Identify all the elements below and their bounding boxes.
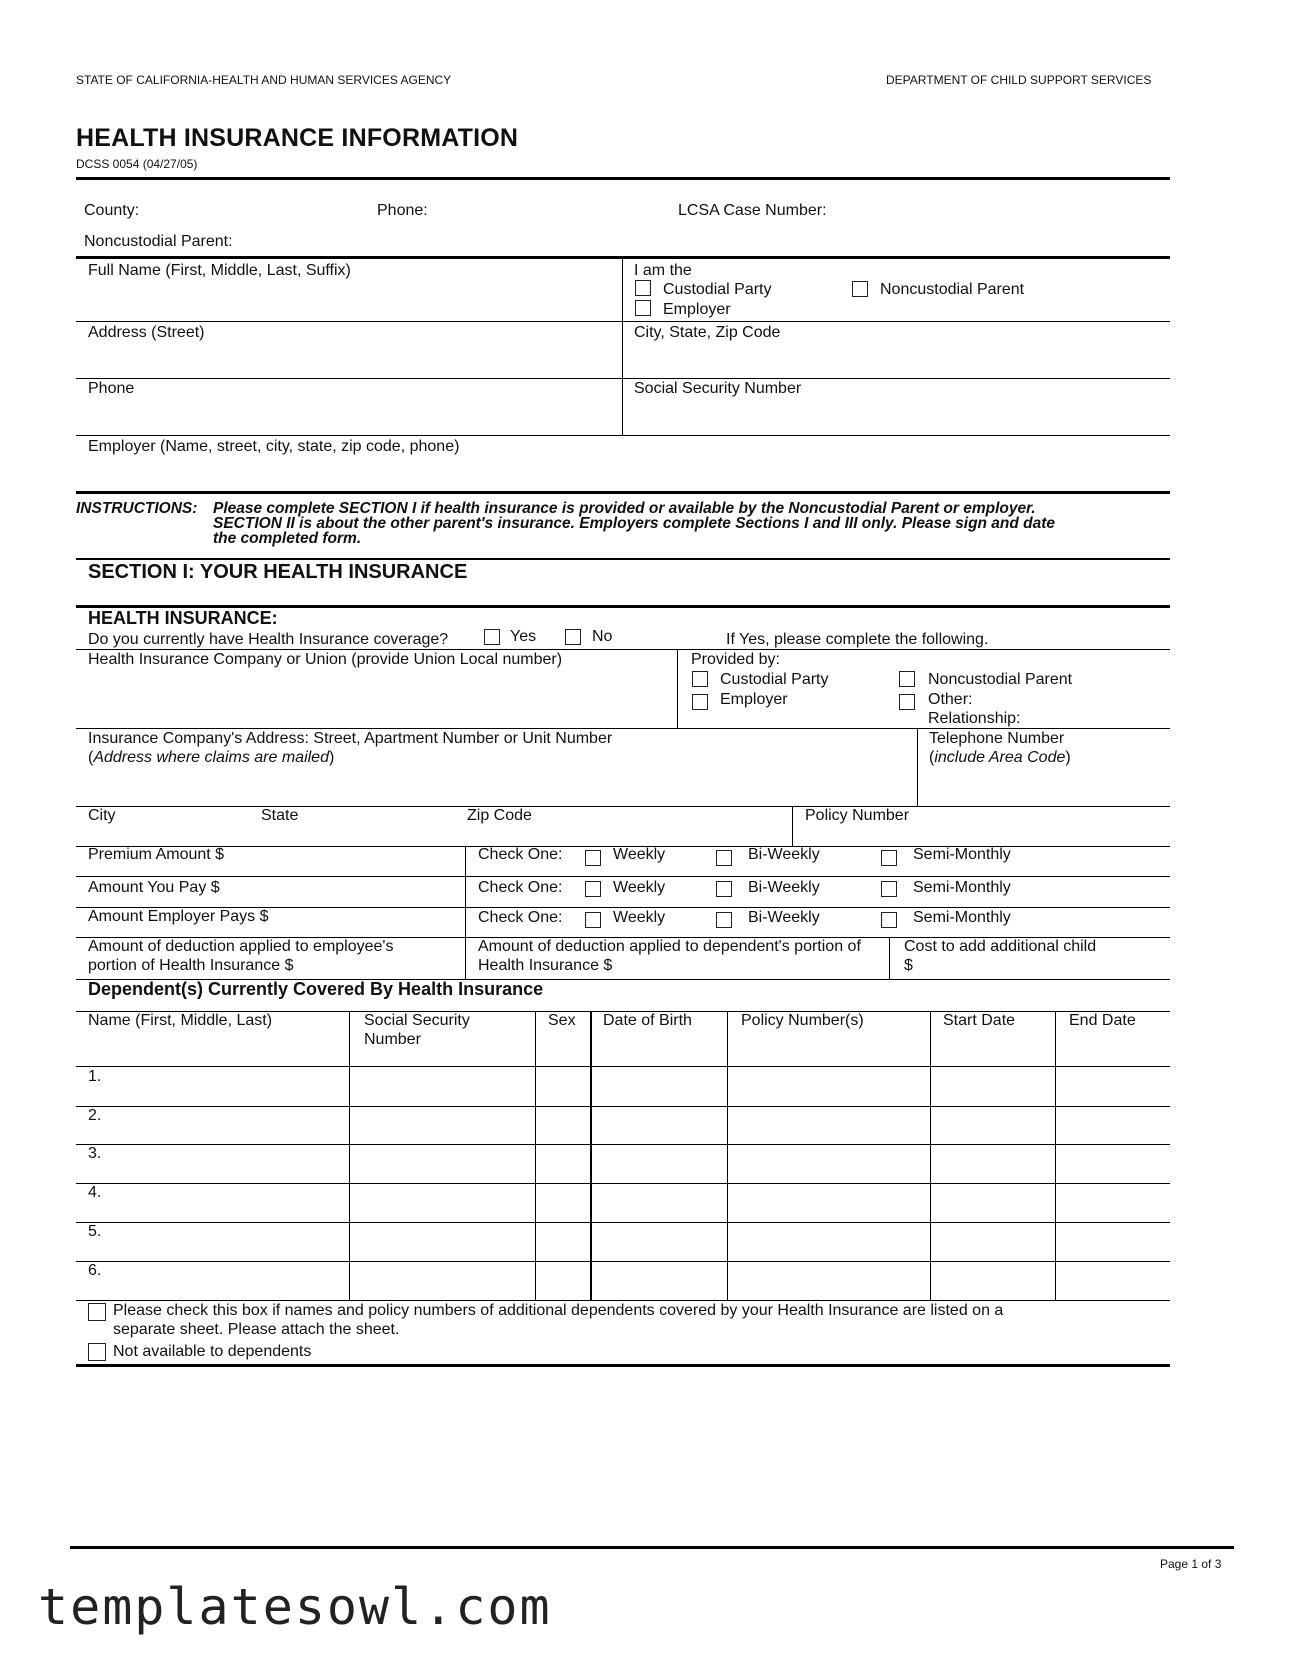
- table-row[interactable]: 6.: [88, 1262, 102, 1279]
- provided-employer-label: Employer: [720, 691, 788, 708]
- premium-weekly-checkbox[interactable]: [585, 850, 601, 866]
- telephone-note: [929, 749, 1071, 767]
- health-insurance-heading: HEALTH INSURANCE:: [88, 608, 278, 628]
- row-divider: [76, 806, 1170, 807]
- col-header-ssn: Social Security: [364, 1012, 470, 1029]
- column-divider: [590, 1011, 592, 1300]
- column-divider: [1055, 1011, 1056, 1300]
- insurance-company-field[interactable]: Health Insurance Company or Union (provide Union Local number): [88, 651, 563, 668]
- not-available-checkbox[interactable]: [88, 1343, 106, 1361]
- department-name: DEPARTMENT OF CHILD SUPPORT SERVICES: [886, 73, 1152, 87]
- col-header-end-date: End Date: [1069, 1012, 1136, 1029]
- instructions-label: INSTRUCTIONS:: [76, 500, 198, 517]
- row-divider: [76, 435, 1170, 436]
- deduction-employee-field[interactable]: Amount of deduction applied to employee's: [88, 938, 394, 955]
- row-divider: [76, 876, 1170, 877]
- person-table-top: [76, 256, 1170, 259]
- you-pay-weekly-checkbox[interactable]: [585, 881, 601, 897]
- noncustodial-parent-label: Noncustodial Parent:: [84, 233, 233, 250]
- table-row[interactable]: 1.: [88, 1068, 102, 1085]
- table-row[interactable]: 4.: [88, 1184, 102, 1201]
- person-table-divider: [622, 258, 623, 435]
- ssn-field[interactable]: Social Security Number: [634, 380, 802, 397]
- col-header-dob: Date of Birth: [603, 1012, 692, 1029]
- page-title: HEALTH INSURANCE INFORMATION: [76, 124, 519, 152]
- noncustodial-parent-option-label: Noncustodial Parent: [880, 281, 1025, 298]
- row-divider: [76, 1144, 1170, 1145]
- weekly-label: Weekly: [613, 846, 666, 863]
- column-divider: [917, 728, 918, 806]
- watermark: templatesowl.com: [38, 1578, 552, 1636]
- full-name-field[interactable]: Full Name (First, Middle, Last, Suffix): [88, 262, 351, 279]
- column-divider: [465, 846, 466, 980]
- provided-noncustodial-checkbox[interactable]: [899, 671, 915, 687]
- weekly-label: Weekly: [613, 879, 666, 896]
- premium-amount-field[interactable]: Premium Amount $: [88, 846, 225, 863]
- not-available-label: Not available to dependents: [113, 1343, 312, 1360]
- provided-employer-checkbox[interactable]: [692, 694, 708, 710]
- cost-additional-child-dollar: $: [904, 957, 913, 974]
- employer-info-field[interactable]: Employer (Name, street, city, state, zip code, phone): [88, 438, 460, 455]
- coverage-yes-label: Yes: [510, 628, 537, 645]
- deduction-dependent-line-2: Health Insurance $: [478, 957, 613, 974]
- employer-pays-field[interactable]: Amount Employer Pays $: [88, 908, 269, 925]
- provided-by-label: Provided by:: [691, 651, 780, 668]
- relationship-field[interactable]: Relationship:: [928, 710, 1021, 727]
- column-divider: [535, 1011, 536, 1300]
- employer-pays-weekly-checkbox[interactable]: [585, 912, 601, 928]
- column-divider: [349, 1011, 350, 1300]
- lcsa-case-number-field[interactable]: LCSA Case Number:: [678, 202, 827, 219]
- column-divider: [727, 1011, 728, 1300]
- provided-custodial-label: Custodial Party: [720, 671, 829, 688]
- instructions-line-3: the completed form.: [213, 530, 362, 547]
- claims-address-note: Address where claims are mailed: [93, 749, 329, 766]
- instructions-line-1: Please complete SECTION I if health insurance is provided or available by the Noncustodial Parent or employer.: [213, 500, 1036, 517]
- instructions-top: [76, 491, 1170, 494]
- coverage-no-label: No: [592, 628, 613, 645]
- check-one-label: Check One:: [478, 879, 563, 896]
- paren-open: (: [88, 749, 94, 766]
- instructions-line-2: SECTION II is about the other parent's insurance. Employers complete Sections I and III only. Please sign and date: [213, 515, 1056, 532]
- biweekly-label: Bi-Weekly: [748, 879, 820, 896]
- employer-pays-biweekly-checkbox[interactable]: [716, 912, 732, 928]
- additional-dependents-label: Please check this box if names and policy numbers of additional dependents covered by your Health Insurance are listed on a: [113, 1302, 1004, 1319]
- phone-field[interactable]: Phone:: [377, 202, 428, 219]
- table-row[interactable]: 5.: [88, 1223, 102, 1240]
- additional-dependents-label-2: separate sheet. Please attach the sheet.: [113, 1321, 400, 1338]
- coverage-question: Do you currently have Health Insurance coverage?: [88, 631, 449, 648]
- i-am-the-label: I am the: [634, 262, 692, 279]
- coverage-no-checkbox[interactable]: [565, 629, 581, 645]
- row-divider: [76, 1261, 1170, 1262]
- if-yes-note: If Yes, please complete the following.: [726, 631, 989, 648]
- row-divider: [76, 1222, 1170, 1223]
- weekly-label: Weekly: [613, 909, 666, 926]
- footer-divider: [70, 1546, 1234, 1549]
- row-divider: [76, 321, 1170, 322]
- paren-close: ): [328, 749, 335, 766]
- provided-custodial-checkbox[interactable]: [692, 671, 708, 687]
- table-row[interactable]: 2.: [88, 1107, 102, 1124]
- row-divider: [76, 728, 1170, 729]
- row-divider: [76, 1106, 1170, 1107]
- you-pay-biweekly-checkbox[interactable]: [716, 881, 732, 897]
- noncustodial-parent-checkbox[interactable]: [852, 281, 868, 297]
- dependents-heading: Dependent(s) Currently Covered By Health Insurance: [88, 979, 544, 999]
- row-divider: [76, 649, 1170, 650]
- dependents-table-bottom: [76, 1300, 1170, 1301]
- employer-pays-semimonthly-checkbox[interactable]: [881, 912, 897, 928]
- policy-number-field[interactable]: Policy Number: [805, 807, 910, 824]
- coverage-yes-checkbox[interactable]: [484, 629, 500, 645]
- col-header-policy: Policy Number(s): [741, 1012, 864, 1029]
- column-divider: [930, 1011, 931, 1300]
- zip-code-field[interactable]: Zip Code: [467, 807, 532, 824]
- column-divider: [889, 937, 890, 980]
- deduction-dependent-field[interactable]: Amount of deduction applied to dependent's portion of: [478, 938, 861, 955]
- state-field[interactable]: State: [261, 807, 299, 824]
- employer-option-label: Employer: [663, 301, 731, 318]
- page-number: Page 1 of 3: [1160, 1557, 1222, 1571]
- col-header-sex: Sex: [548, 1012, 576, 1029]
- city-field[interactable]: City: [88, 807, 116, 824]
- amount-you-pay-field[interactable]: Amount You Pay $: [88, 879, 220, 896]
- provided-other-field[interactable]: Other:: [928, 691, 973, 708]
- paren-open: (: [929, 749, 935, 766]
- col-header-ssn-line-2: Number: [364, 1031, 421, 1048]
- insurance-address-note: [88, 749, 334, 767]
- form-number: DCSS 0054 (04/27/05): [76, 157, 198, 171]
- paren-close: ): [1065, 749, 1071, 766]
- section-divider: [76, 558, 1170, 560]
- premium-biweekly-checkbox[interactable]: [716, 850, 732, 866]
- agency-name: STATE OF CALIFORNIA-HEALTH AND HUMAN SERVICES AGENCY: [76, 73, 452, 87]
- deduction-employee-line-2: portion of Health Insurance $: [88, 957, 294, 974]
- header-divider: [76, 177, 1170, 180]
- biweekly-label: Bi-Weekly: [748, 846, 820, 863]
- premium-semimonthly-checkbox[interactable]: [881, 850, 897, 866]
- provided-noncustodial-label: Noncustodial Parent: [928, 671, 1073, 688]
- biweekly-label: Bi-Weekly: [748, 909, 820, 926]
- semimonthly-label: Semi-Monthly: [913, 909, 1011, 926]
- telephone-number-field[interactable]: Telephone Number: [929, 730, 1065, 747]
- row-divider: [76, 1183, 1170, 1184]
- column-divider: [677, 649, 678, 728]
- county-field[interactable]: County:: [84, 202, 140, 219]
- col-header-start-date: Start Date: [943, 1012, 1016, 1029]
- cost-additional-child-field[interactable]: Cost to add additional child: [904, 938, 1097, 955]
- section-1-title: SECTION I: YOUR HEALTH INSURANCE: [88, 561, 468, 583]
- semimonthly-label: Semi-Monthly: [913, 846, 1011, 863]
- you-pay-semimonthly-checkbox[interactable]: [881, 881, 897, 897]
- check-one-label: Check One:: [478, 909, 563, 926]
- col-header-name: Name (First, Middle, Last): [88, 1012, 273, 1029]
- custodial-party-checkbox[interactable]: [635, 280, 651, 296]
- city-state-zip-field[interactable]: City, State, Zip Code: [634, 324, 781, 341]
- employer-checkbox[interactable]: [635, 300, 651, 316]
- semimonthly-label: Semi-Monthly: [913, 879, 1011, 896]
- section-1-bottom: [76, 1364, 1170, 1367]
- address-street-field[interactable]: Address (Street): [88, 324, 205, 341]
- row-divider: [76, 1066, 1170, 1067]
- table-row[interactable]: 3.: [88, 1145, 102, 1162]
- column-divider: [792, 806, 793, 846]
- insurance-address-field[interactable]: Insurance Company's Address: Street, Apartment Number or Unit Number: [88, 730, 613, 747]
- row-divider: [76, 378, 1170, 379]
- additional-dependents-checkbox[interactable]: [88, 1303, 106, 1321]
- check-one-label: Check One:: [478, 846, 563, 863]
- custodial-party-label: Custodial Party: [663, 281, 772, 298]
- area-code-note: include Area Code: [934, 749, 1066, 766]
- phone-person-field[interactable]: Phone: [88, 380, 135, 397]
- provided-other-checkbox[interactable]: [899, 694, 915, 710]
